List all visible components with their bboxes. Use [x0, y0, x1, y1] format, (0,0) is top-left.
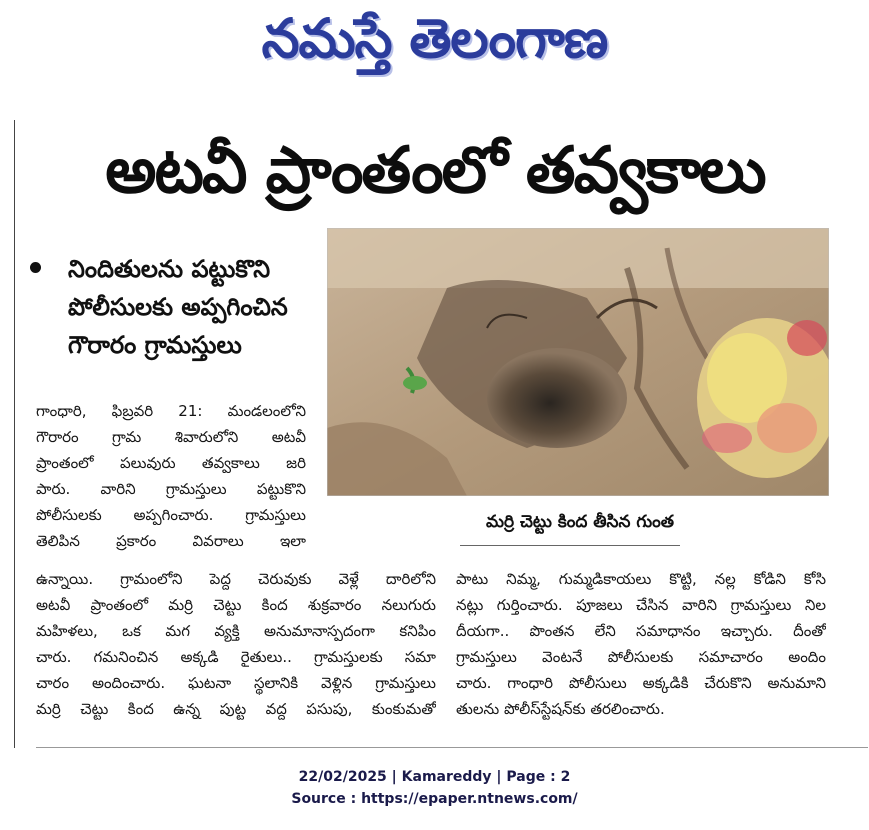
- body-text-line: చారం అందించారు. ఘటనా స్థలానికి వెళ్లిన గ్రామస్తులు: [36, 674, 436, 692]
- highlight-line: గౌరారం గ్రామస్తులు: [68, 331, 242, 359]
- body-text-line: ప్రాంతంలో పలువురు తవ్వకాలు జరి: [36, 454, 306, 472]
- body-text-line: పారు. వారిని గ్రామస్తులు పట్టుకొని: [36, 480, 306, 498]
- footer-source: Source : https://epaper.ntnews.com/: [291, 791, 578, 807]
- body-text-line: గాంధారి, ఫిబ్రవరి 21: మండలంలోని: [36, 402, 306, 420]
- body-text-line: పోలీసులకు అప్పగించారు. గ్రామస్తులు: [36, 506, 306, 524]
- body-text-line: చారు. గమనించిన అక్కడి రైతులు.. గ్రామస్తులకు సమా: [36, 648, 436, 666]
- bullet-icon: [30, 262, 41, 273]
- photo-caption: మర్రి చెట్టు కింద తీసిన గుంత: [486, 512, 674, 532]
- article-photo: [327, 228, 829, 496]
- highlight-line: నిందితులను పట్టుకొని: [68, 255, 271, 283]
- body-text-line: దీయగా.. పొంతన లేని సమాధానం ఇచ్చారు. దీంతో: [456, 622, 826, 640]
- photo-illustration: [327, 228, 829, 496]
- footer-date-edition: 22/02/2025 | Kamareddy | Page : 2: [298, 769, 571, 785]
- body-text-line: నట్లు గుర్తించారు. పూజలు చేసిన వారిని గ్రామస్తులు నిల: [456, 596, 826, 614]
- caption-underline: [460, 545, 680, 546]
- bottom-divider: [36, 747, 868, 748]
- body-text-line: చారు. గాంధారి పోలీసులు అక్కడికి చేరుకొని అనుమాని: [456, 674, 826, 692]
- body-text-line: గౌరారం గ్రామ శివారులోని అటవీ: [36, 428, 306, 446]
- body-text-line: అటవీ ప్రాంతంలో మర్రి చెట్టు కింద శుక్రవారం నలుగురు: [36, 596, 436, 614]
- body-text-line: ఉన్నాయి. గ్రామంలోని పెద్ద చెరువుకు వెళ్లే దారిలోని: [36, 570, 436, 588]
- article-headline: అటవీ ప్రాంతంలో తవ్వకాలు: [105, 134, 765, 208]
- body-text-line: మర్రి చెట్టు కింద ఉన్న పుట్ట వద్ద పసుపు, కుంకుమతో: [36, 700, 436, 718]
- body-text-line: మహిళలు, ఒక మగ వ్యక్తి అనుమానాస్పదంగా కనిపిం: [36, 622, 436, 640]
- column-divider: [14, 120, 15, 748]
- body-text-line: గ్రామస్తులు వెంటనే పోలీసులకు సమాచారం అందిం: [456, 648, 826, 666]
- newspaper-masthead: నమస్తే తెలంగాణ: [261, 7, 608, 70]
- body-text-line: తులను పోలీస్‌స్టేషన్‌కు తరలించారు.: [456, 700, 665, 718]
- body-text-line: తెలిపిన ప్రకారం వివరాలు ఇలా: [36, 532, 306, 550]
- highlight-line: పోలీసులకు అప్పగించిన: [68, 293, 288, 321]
- body-text-line: పాటు నిమ్మ, గుమ్మడికాయలు కొట్టి, నల్ల కోడిని కోసి: [456, 570, 826, 588]
